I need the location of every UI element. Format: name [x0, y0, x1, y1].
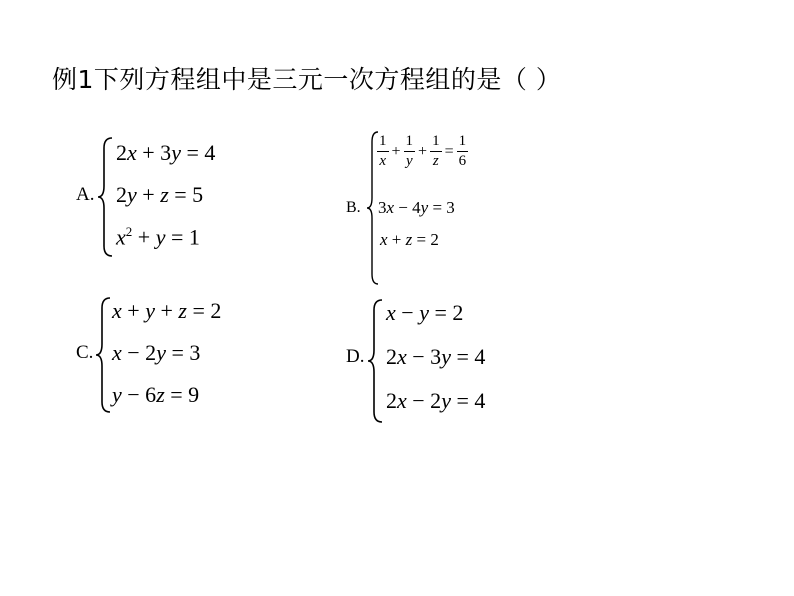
- option-c-equation-2: x − 2y = 3: [112, 340, 201, 365]
- option-b-equation-2: 3x − 4y = 3: [378, 198, 455, 217]
- option-d-label: D.: [346, 346, 365, 367]
- option-d-brace: [366, 298, 388, 424]
- question-title: 例1下列方程组中是三元一次方程组的是（ ）: [52, 65, 562, 94]
- option-b-equation-1: $\frac{1}{x}$ + $\frac{1}{y}$ + $\frac{1}{z}$ = $\frac{1}{6}$: [379, 133, 467, 169]
- option-b-equation-3: x + z = 2: [380, 230, 439, 249]
- option-a-brace: [96, 136, 118, 258]
- option-c-label: C.: [76, 342, 94, 363]
- option-d-equation-1: x − y = 2: [386, 300, 464, 325]
- option-a-equation-2: 2y + z = 5: [116, 182, 204, 207]
- option-d-equation-3: 2x − 2y = 4: [386, 388, 486, 413]
- option-a-equation-3: $x^2 + y = 1$: [116, 224, 200, 250]
- option-a-equation-1: 2x + 3y = 4: [116, 140, 216, 165]
- option-d-equation-2: 2x − 3y = 4: [386, 344, 486, 369]
- option-c-equation-1: x + y + z = 2: [112, 298, 222, 323]
- option-b-label: B.: [346, 199, 361, 216]
- option-a-label: A.: [76, 184, 95, 205]
- option-c-equation-3: y − 6z = 9: [112, 382, 200, 407]
